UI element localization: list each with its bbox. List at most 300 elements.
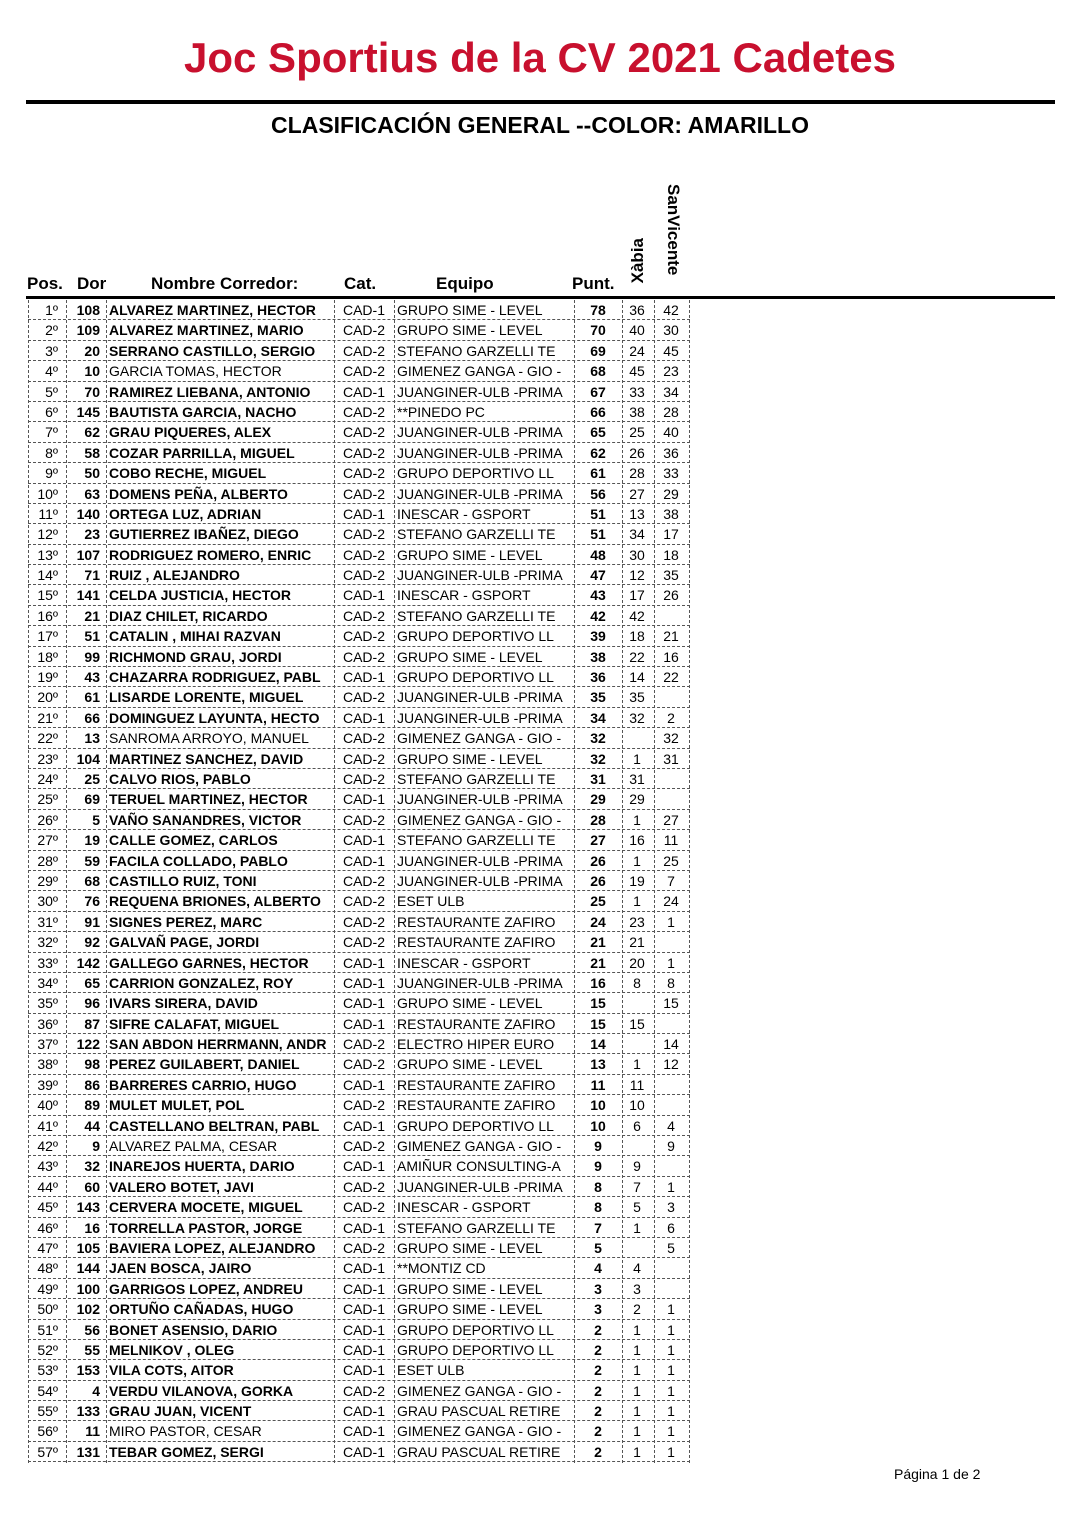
cell-pos: 2º: [45, 322, 58, 339]
cell-pos: 46º: [37, 1219, 58, 1236]
table-row: [0, 504, 1080, 524]
cell-nombre: IVARS SIRERA, DAVID: [109, 995, 258, 1012]
cell-punt: 47: [590, 567, 606, 584]
cell-equipo: RESTAURANTE ZAFIRO: [397, 1097, 556, 1114]
table-row: [0, 728, 1080, 748]
cell-equipo: AMIÑUR CONSULTING-A: [397, 1158, 561, 1175]
cell-xabia: 1: [633, 893, 641, 910]
cell-dor: 16: [84, 1219, 100, 1236]
table-row: [0, 341, 1080, 361]
cell-xabia: 28: [629, 465, 645, 482]
cell-xabia: 16: [629, 832, 645, 849]
cell-punt: 16: [590, 974, 606, 991]
cell-sanvicente: 33: [663, 465, 679, 482]
cell-nombre: BONET ASENSIO, DARIO: [109, 1321, 278, 1338]
cell-xabia: [624, 1238, 650, 1258]
cell-dor: 145: [76, 403, 100, 420]
cell-punt: 15: [590, 1015, 606, 1032]
table-row: [0, 545, 1080, 565]
cell-sanvicente: 6: [667, 1219, 675, 1236]
table-row: [0, 1095, 1080, 1115]
cell-nombre: ORTUÑO CAÑADAS, HUGO: [109, 1301, 294, 1318]
cell-sanvicente: 27: [663, 811, 679, 828]
table-row: [0, 932, 1080, 952]
cell-pos: 27º: [37, 832, 58, 849]
cell-nombre: TORRELLA PASTOR, JORGE: [109, 1219, 303, 1236]
cell-cat: CAD-2: [342, 934, 385, 951]
cell-equipo: STEFANO GARZELLI TE: [397, 1219, 556, 1236]
cell-equipo: INESCAR - GSPORT: [397, 505, 531, 522]
cell-equipo: GRUPO SIME - LEVEL: [397, 995, 543, 1012]
cell-pos: 52º: [37, 1341, 58, 1358]
cell-dor: 10: [84, 363, 100, 380]
table-row: [0, 1014, 1080, 1034]
cell-nombre: GALLEGO GARNES, HECTOR: [109, 954, 309, 971]
cell-xabia: 21: [629, 934, 645, 951]
cell-dor: 11: [85, 1423, 100, 1440]
cell-pos: 20º: [37, 689, 58, 706]
cell-nombre: PEREZ GUILABERT, DANIEL: [109, 1056, 300, 1073]
cell-dor: 143: [76, 1199, 100, 1216]
table-row: [0, 382, 1080, 402]
cell-equipo: **MONTIZ CD: [397, 1260, 486, 1277]
cell-nombre: SANROMA ARROYO, MANUEL: [109, 730, 309, 747]
cell-sanvicente: 7: [667, 872, 675, 889]
cell-xabia: 40: [629, 322, 645, 339]
cell-xabia: 31: [629, 770, 645, 787]
cell-pos: 42º: [37, 1138, 58, 1155]
cell-equipo: ESET ULB: [397, 893, 465, 910]
cell-nombre: TERUEL MARTINEZ, HECTOR: [109, 791, 308, 808]
cell-nombre: VERDU VILANOVA, GORKA: [109, 1382, 294, 1399]
cell-sanvicente: 45: [663, 342, 679, 359]
cell-cat: CAD-1: [342, 669, 385, 686]
cell-dor: 86: [84, 1076, 100, 1093]
cell-dor: 68: [84, 872, 100, 889]
cell-cat: CAD-2: [342, 485, 385, 502]
cell-equipo: GIMENEZ GANGA - GIO -: [397, 811, 562, 828]
cell-pos: 56º: [37, 1423, 58, 1440]
cell-nombre: RICHMOND GRAU, JORDI: [109, 648, 282, 665]
cell-equipo: GRUPO DEPORTIVO LL: [397, 1117, 554, 1134]
table-row: [0, 851, 1080, 871]
cell-equipo: ELECTRO HIPER EURO: [397, 1036, 555, 1053]
cell-cat: CAD-1: [342, 1423, 385, 1440]
cell-cat: CAD-2: [342, 1036, 385, 1053]
cell-dor: 58: [84, 444, 100, 461]
cell-cat: CAD-2: [342, 465, 385, 482]
cell-pos: 12º: [37, 526, 58, 543]
cell-cat: CAD-1: [342, 1260, 385, 1277]
cell-sanvicente: 1: [667, 1178, 675, 1195]
cell-xabia: 17: [629, 587, 645, 604]
cell-punt: 65: [590, 424, 606, 441]
cell-sanvicente: 15: [663, 995, 679, 1012]
cell-pos: 40º: [37, 1097, 58, 1114]
table-row: [0, 484, 1080, 504]
table-row: [0, 1279, 1080, 1299]
cell-nombre: RODRIGUEZ ROMERO, ENRIC: [109, 546, 312, 563]
cell-xabia: 2: [633, 1301, 641, 1318]
header-punt: Punt.: [572, 274, 615, 293]
cell-dor: 92: [84, 934, 100, 951]
cell-equipo: JUANGINER-ULB -PRIMA: [397, 424, 563, 441]
cell-punt: 56: [590, 485, 606, 502]
cell-sanvicente: 26: [663, 587, 679, 604]
cell-punt: 4: [594, 1260, 602, 1277]
cell-pos: 26º: [37, 811, 58, 828]
cell-equipo: GRUPO SIME - LEVEL: [397, 1301, 543, 1318]
table-row: [0, 1218, 1080, 1238]
table-row: [0, 647, 1080, 667]
cell-punt: 48: [590, 546, 606, 563]
cell-xabia: 34: [629, 526, 645, 543]
cell-sanvicente: [656, 789, 686, 809]
cell-equipo: GIMENEZ GANGA - GIO -: [397, 363, 562, 380]
cell-nombre: INAREJOS HUERTA, DARIO: [109, 1158, 295, 1175]
cell-nombre: ALVAREZ MARTINEZ, MARIO: [109, 322, 304, 339]
cell-pos: 16º: [37, 607, 58, 624]
table-row: [0, 361, 1080, 381]
cell-pos: 50º: [37, 1301, 58, 1318]
cell-sanvicente: 22: [663, 669, 679, 686]
cell-equipo: GRUPO SIME - LEVEL: [397, 750, 543, 767]
cell-cat: CAD-2: [342, 342, 385, 359]
cell-pos: 55º: [37, 1403, 58, 1420]
table-row: [0, 953, 1080, 973]
table-row: [0, 1116, 1080, 1136]
table-row: [0, 973, 1080, 993]
cell-nombre: CALVO RIOS, PABLO: [109, 770, 251, 787]
cell-punt: 2: [594, 1321, 602, 1338]
cell-equipo: GRUPO SIME - LEVEL: [397, 1056, 543, 1073]
cell-cat: CAD-2: [342, 893, 385, 910]
table-row: [0, 1401, 1080, 1421]
cell-dor: 131: [76, 1443, 100, 1460]
cell-equipo: JUANGINER-ULB -PRIMA: [397, 709, 563, 726]
cell-dor: 144: [76, 1260, 100, 1277]
cell-punt: 11: [590, 1076, 606, 1093]
cell-pos: 43º: [37, 1158, 58, 1175]
cell-cat: CAD-2: [342, 607, 385, 624]
cell-pos: 17º: [37, 628, 58, 645]
cell-nombre: TEBAR GOMEZ, SERGI: [109, 1443, 264, 1460]
cell-xabia: 33: [629, 383, 645, 400]
cell-punt: 2: [594, 1362, 602, 1379]
cell-cat: CAD-2: [342, 628, 385, 645]
cell-pos: 29º: [37, 872, 58, 889]
cell-sanvicente: 14: [663, 1036, 679, 1053]
cell-punt: 21: [590, 934, 606, 951]
cell-xabia: 12: [629, 567, 645, 584]
cell-sanvicente: [656, 687, 686, 707]
cell-equipo: GRUPO DEPORTIVO LL: [397, 1341, 554, 1358]
cell-cat: CAD-2: [342, 1178, 385, 1195]
cell-punt: 35: [590, 689, 606, 706]
cell-nombre: ORTEGA LUZ, ADRIAN: [109, 505, 262, 522]
cell-xabia: 25: [629, 424, 645, 441]
cell-pos: 28º: [37, 852, 58, 869]
header-equipo: Equipo: [436, 274, 494, 293]
cell-xabia: [624, 728, 650, 748]
cell-dor: 108: [76, 302, 100, 318]
cell-dor: 76: [84, 893, 100, 910]
table-row: [0, 1381, 1080, 1401]
cell-equipo: JUANGINER-ULB -PRIMA: [397, 1178, 563, 1195]
table-row: [0, 1177, 1080, 1197]
cell-cat: CAD-2: [342, 1097, 385, 1114]
cell-xabia: 1: [633, 1321, 641, 1338]
cell-xabia: 1: [633, 1219, 641, 1236]
cell-sanvicente: 31: [663, 750, 679, 767]
cell-pos: 35º: [37, 995, 58, 1012]
cell-nombre: SAN ABDON HERRMANN, ANDR: [109, 1036, 327, 1053]
cell-sanvicente: 2: [667, 709, 675, 726]
table-row: [0, 993, 1080, 1013]
cell-nombre: VALERO BOTET, JAVI: [109, 1178, 254, 1195]
table-row: [0, 749, 1080, 769]
cell-dor: 69: [84, 791, 100, 808]
cell-sanvicente: 1: [667, 1341, 675, 1358]
cell-dor: 122: [76, 1036, 100, 1053]
cell-dor: 32: [84, 1158, 100, 1175]
cell-pos: 36º: [37, 1015, 58, 1032]
cell-equipo: JUANGINER-ULB -PRIMA: [397, 567, 563, 584]
cell-xabia: 38: [629, 403, 645, 420]
cell-equipo: JUANGINER-ULB -PRIMA: [397, 689, 563, 706]
table-row: [0, 463, 1080, 483]
cell-xabia: 22: [629, 648, 645, 665]
cell-equipo: STEFANO GARZELLI TE: [397, 526, 556, 543]
table-row: [0, 1299, 1080, 1319]
cell-dor: 19: [84, 832, 100, 849]
cell-cat: CAD-1: [342, 974, 385, 991]
cell-dor: 59: [84, 852, 100, 869]
cell-cat: CAD-1: [342, 1158, 385, 1175]
cell-xabia: 19: [629, 872, 645, 889]
cell-punt: 29: [590, 791, 606, 808]
cell-dor: 50: [84, 465, 100, 482]
cell-cat: CAD-2: [342, 1056, 385, 1073]
table-row: [0, 667, 1080, 687]
cell-sanvicente: 21: [663, 628, 679, 645]
cell-cat: CAD-2: [342, 567, 385, 584]
table-row: [0, 1197, 1080, 1217]
cell-punt: 66: [590, 403, 606, 420]
cell-pos: 8º: [45, 444, 58, 461]
cell-equipo: STEFANO GARZELLI TE: [397, 342, 556, 359]
cell-nombre: GALVAÑ PAGE, JORDI: [109, 934, 260, 951]
cell-nombre: DIAZ CHILET, RICARDO: [109, 607, 268, 624]
cell-xabia: 5: [633, 1199, 641, 1216]
table-row: [0, 1136, 1080, 1156]
cell-xabia: 14: [629, 669, 645, 686]
cell-punt: 34: [590, 709, 606, 726]
cell-sanvicente: [656, 606, 686, 626]
cell-nombre: DOMINGUEZ LAYUNTA, HECTO: [109, 709, 320, 726]
cell-sanvicente: 16: [663, 648, 679, 665]
cell-nombre: GARRIGOS LOPEZ, ANDREU: [109, 1280, 303, 1297]
cell-xabia: [624, 1034, 650, 1054]
cell-sanvicente: 1: [667, 1301, 675, 1318]
cell-pos: 47º: [37, 1239, 58, 1256]
cell-pos: 24º: [37, 770, 58, 787]
cell-dor: 105: [76, 1239, 100, 1256]
cell-punt: 36: [590, 669, 606, 686]
cell-equipo: JUANGINER-ULB -PRIMA: [397, 852, 563, 869]
cell-xabia: 36: [629, 302, 645, 318]
cell-pos: 57º: [37, 1443, 58, 1460]
cell-punt: 2: [594, 1443, 602, 1460]
cell-xabia: 27: [629, 485, 645, 502]
cell-xabia: 24: [629, 342, 645, 359]
cell-sanvicente: 40: [663, 424, 679, 441]
cell-pos: 13º: [37, 546, 58, 563]
classification-table: [0, 300, 1080, 1462]
cell-cat: CAD-1: [342, 1117, 385, 1134]
table-row: [0, 626, 1080, 646]
cell-pos: 30º: [37, 893, 58, 910]
cell-equipo: RESTAURANTE ZAFIRO: [397, 1015, 556, 1032]
cell-sanvicente: 28: [663, 403, 679, 420]
cell-dor: 142: [76, 954, 100, 971]
cell-xabia: 1: [633, 1382, 641, 1399]
cell-xabia: 35: [629, 689, 645, 706]
cell-equipo: **PINEDO PC: [397, 403, 485, 420]
table-row: [0, 1238, 1080, 1258]
cell-cat: CAD-2: [342, 546, 385, 563]
cell-xabia: 30: [629, 546, 645, 563]
table-row: [0, 585, 1080, 605]
cell-nombre: SIFRE CALAFAT, MIGUEL: [109, 1015, 280, 1032]
cell-pos: 23º: [37, 750, 58, 767]
table-row: [0, 1258, 1080, 1278]
document-title: Joc Sportius de la CV 2021 Cadetes: [184, 34, 896, 81]
cell-equipo: RESTAURANTE ZAFIRO: [397, 934, 556, 951]
table-row: [0, 687, 1080, 707]
cell-equipo: JUANGINER-ULB -PRIMA: [397, 791, 563, 808]
cell-xabia: 18: [629, 628, 645, 645]
cell-equipo: JUANGINER-ULB -PRIMA: [397, 872, 563, 889]
cell-cat: CAD-1: [342, 1443, 385, 1460]
cell-cat: CAD-1: [342, 1219, 385, 1236]
cell-dor: 89: [84, 1097, 100, 1114]
cell-dor: 51: [84, 628, 100, 645]
cell-cat: CAD-1: [342, 1341, 385, 1358]
cell-punt: 8: [594, 1199, 602, 1216]
cell-nombre: SIGNES PEREZ, MARC: [109, 913, 263, 930]
cell-sanvicente: 3: [667, 1199, 675, 1216]
cell-pos: 48º: [37, 1260, 58, 1277]
cell-dor: 104: [76, 750, 100, 767]
cell-sanvicente: 1: [667, 1382, 675, 1399]
cell-equipo: ESET ULB: [397, 1362, 465, 1379]
cell-nombre: BARRERES CARRIO, HUGO: [109, 1076, 297, 1093]
cell-equipo: GRUPO DEPORTIVO LL: [397, 1321, 554, 1338]
cell-pos: 49º: [37, 1280, 58, 1297]
cell-punt: 8: [594, 1178, 602, 1195]
cell-equipo: GRAU PASCUAL RETIRE: [397, 1443, 561, 1460]
cell-xabia: 1: [633, 750, 641, 767]
cell-nombre: ALVAREZ MARTINEZ, HECTOR: [109, 302, 316, 318]
cell-pos: 31º: [37, 913, 58, 930]
cell-equipo: GRUPO SIME - LEVEL: [397, 302, 543, 318]
cell-punt: 32: [590, 750, 606, 767]
cell-dor: 109: [76, 322, 100, 339]
cell-punt: 3: [594, 1280, 602, 1297]
cell-nombre: ALVAREZ PALMA, CESAR: [109, 1138, 278, 1155]
table-row: [0, 1421, 1080, 1441]
cell-equipo: GRUPO SIME - LEVEL: [397, 1239, 543, 1256]
cell-dor: 62: [84, 424, 100, 441]
cell-pos: 11º: [38, 505, 58, 522]
cell-nombre: CALLE GOMEZ, CARLOS: [109, 832, 278, 849]
cell-equipo: GRUPO DEPORTIVO LL: [397, 465, 554, 482]
table-row: [0, 871, 1080, 891]
table-row: [0, 443, 1080, 463]
cell-punt: 51: [590, 505, 606, 522]
cell-equipo: GRUPO DEPORTIVO LL: [397, 628, 554, 645]
cell-pos: 4º: [45, 363, 58, 380]
cell-nombre: RAMIREZ LIEBANA, ANTONIO: [109, 383, 311, 400]
cell-dor: 20: [84, 342, 100, 359]
cell-sanvicente: 1: [667, 1423, 675, 1440]
cell-punt: 24: [590, 913, 606, 930]
cell-cat: CAD-1: [342, 791, 385, 808]
cell-pos: 44º: [37, 1178, 58, 1195]
cell-pos: 22º: [37, 730, 58, 747]
cell-punt: 9: [594, 1158, 602, 1175]
cell-punt: 70: [590, 322, 606, 339]
cell-cat: CAD-1: [342, 1301, 385, 1318]
cell-equipo: GIMENEZ GANGA - GIO -: [397, 1138, 562, 1155]
cell-cat: CAD-2: [342, 1382, 385, 1399]
cell-equipo: GRUPO SIME - LEVEL: [397, 546, 543, 563]
cell-cat: CAD-2: [342, 1199, 385, 1216]
cell-equipo: GRUPO DEPORTIVO LL: [397, 669, 554, 686]
cell-dor: 4: [92, 1382, 100, 1399]
cell-cat: CAD-2: [342, 526, 385, 543]
cell-sanvicente: 5: [667, 1239, 675, 1256]
cell-cat: CAD-1: [342, 1362, 385, 1379]
cell-xabia: 29: [629, 791, 645, 808]
cell-dor: 63: [84, 485, 100, 502]
cell-sanvicente: [656, 1095, 686, 1115]
cell-cat: CAD-1: [342, 383, 385, 400]
cell-punt: 68: [590, 363, 606, 380]
cell-cat: CAD-2: [342, 811, 385, 828]
cell-nombre: GRAU PIQUERES, ALEX: [109, 424, 272, 441]
cell-nombre: LISARDE LORENTE, MIGUEL: [109, 689, 304, 706]
cell-xabia: 1: [633, 1056, 641, 1073]
cell-sanvicente: 1: [667, 1321, 675, 1338]
cell-pos: 41º: [37, 1117, 58, 1134]
cell-pos: 1º: [45, 302, 58, 318]
cell-punt: 2: [594, 1403, 602, 1420]
table-row: [0, 912, 1080, 932]
cell-xabia: 9: [633, 1158, 641, 1175]
cell-cat: CAD-1: [342, 302, 385, 318]
cell-cat: CAD-1: [342, 709, 385, 726]
cell-cat: CAD-2: [342, 689, 385, 706]
cell-xabia: 1: [633, 1341, 641, 1358]
cell-pos: 19º: [37, 669, 58, 686]
cell-punt: 31: [590, 770, 606, 787]
table-row: [0, 810, 1080, 830]
cell-dor: 43: [84, 669, 100, 686]
cell-equipo: JUANGINER-ULB -PRIMA: [397, 444, 563, 461]
cell-pos: 37º: [37, 1036, 58, 1053]
